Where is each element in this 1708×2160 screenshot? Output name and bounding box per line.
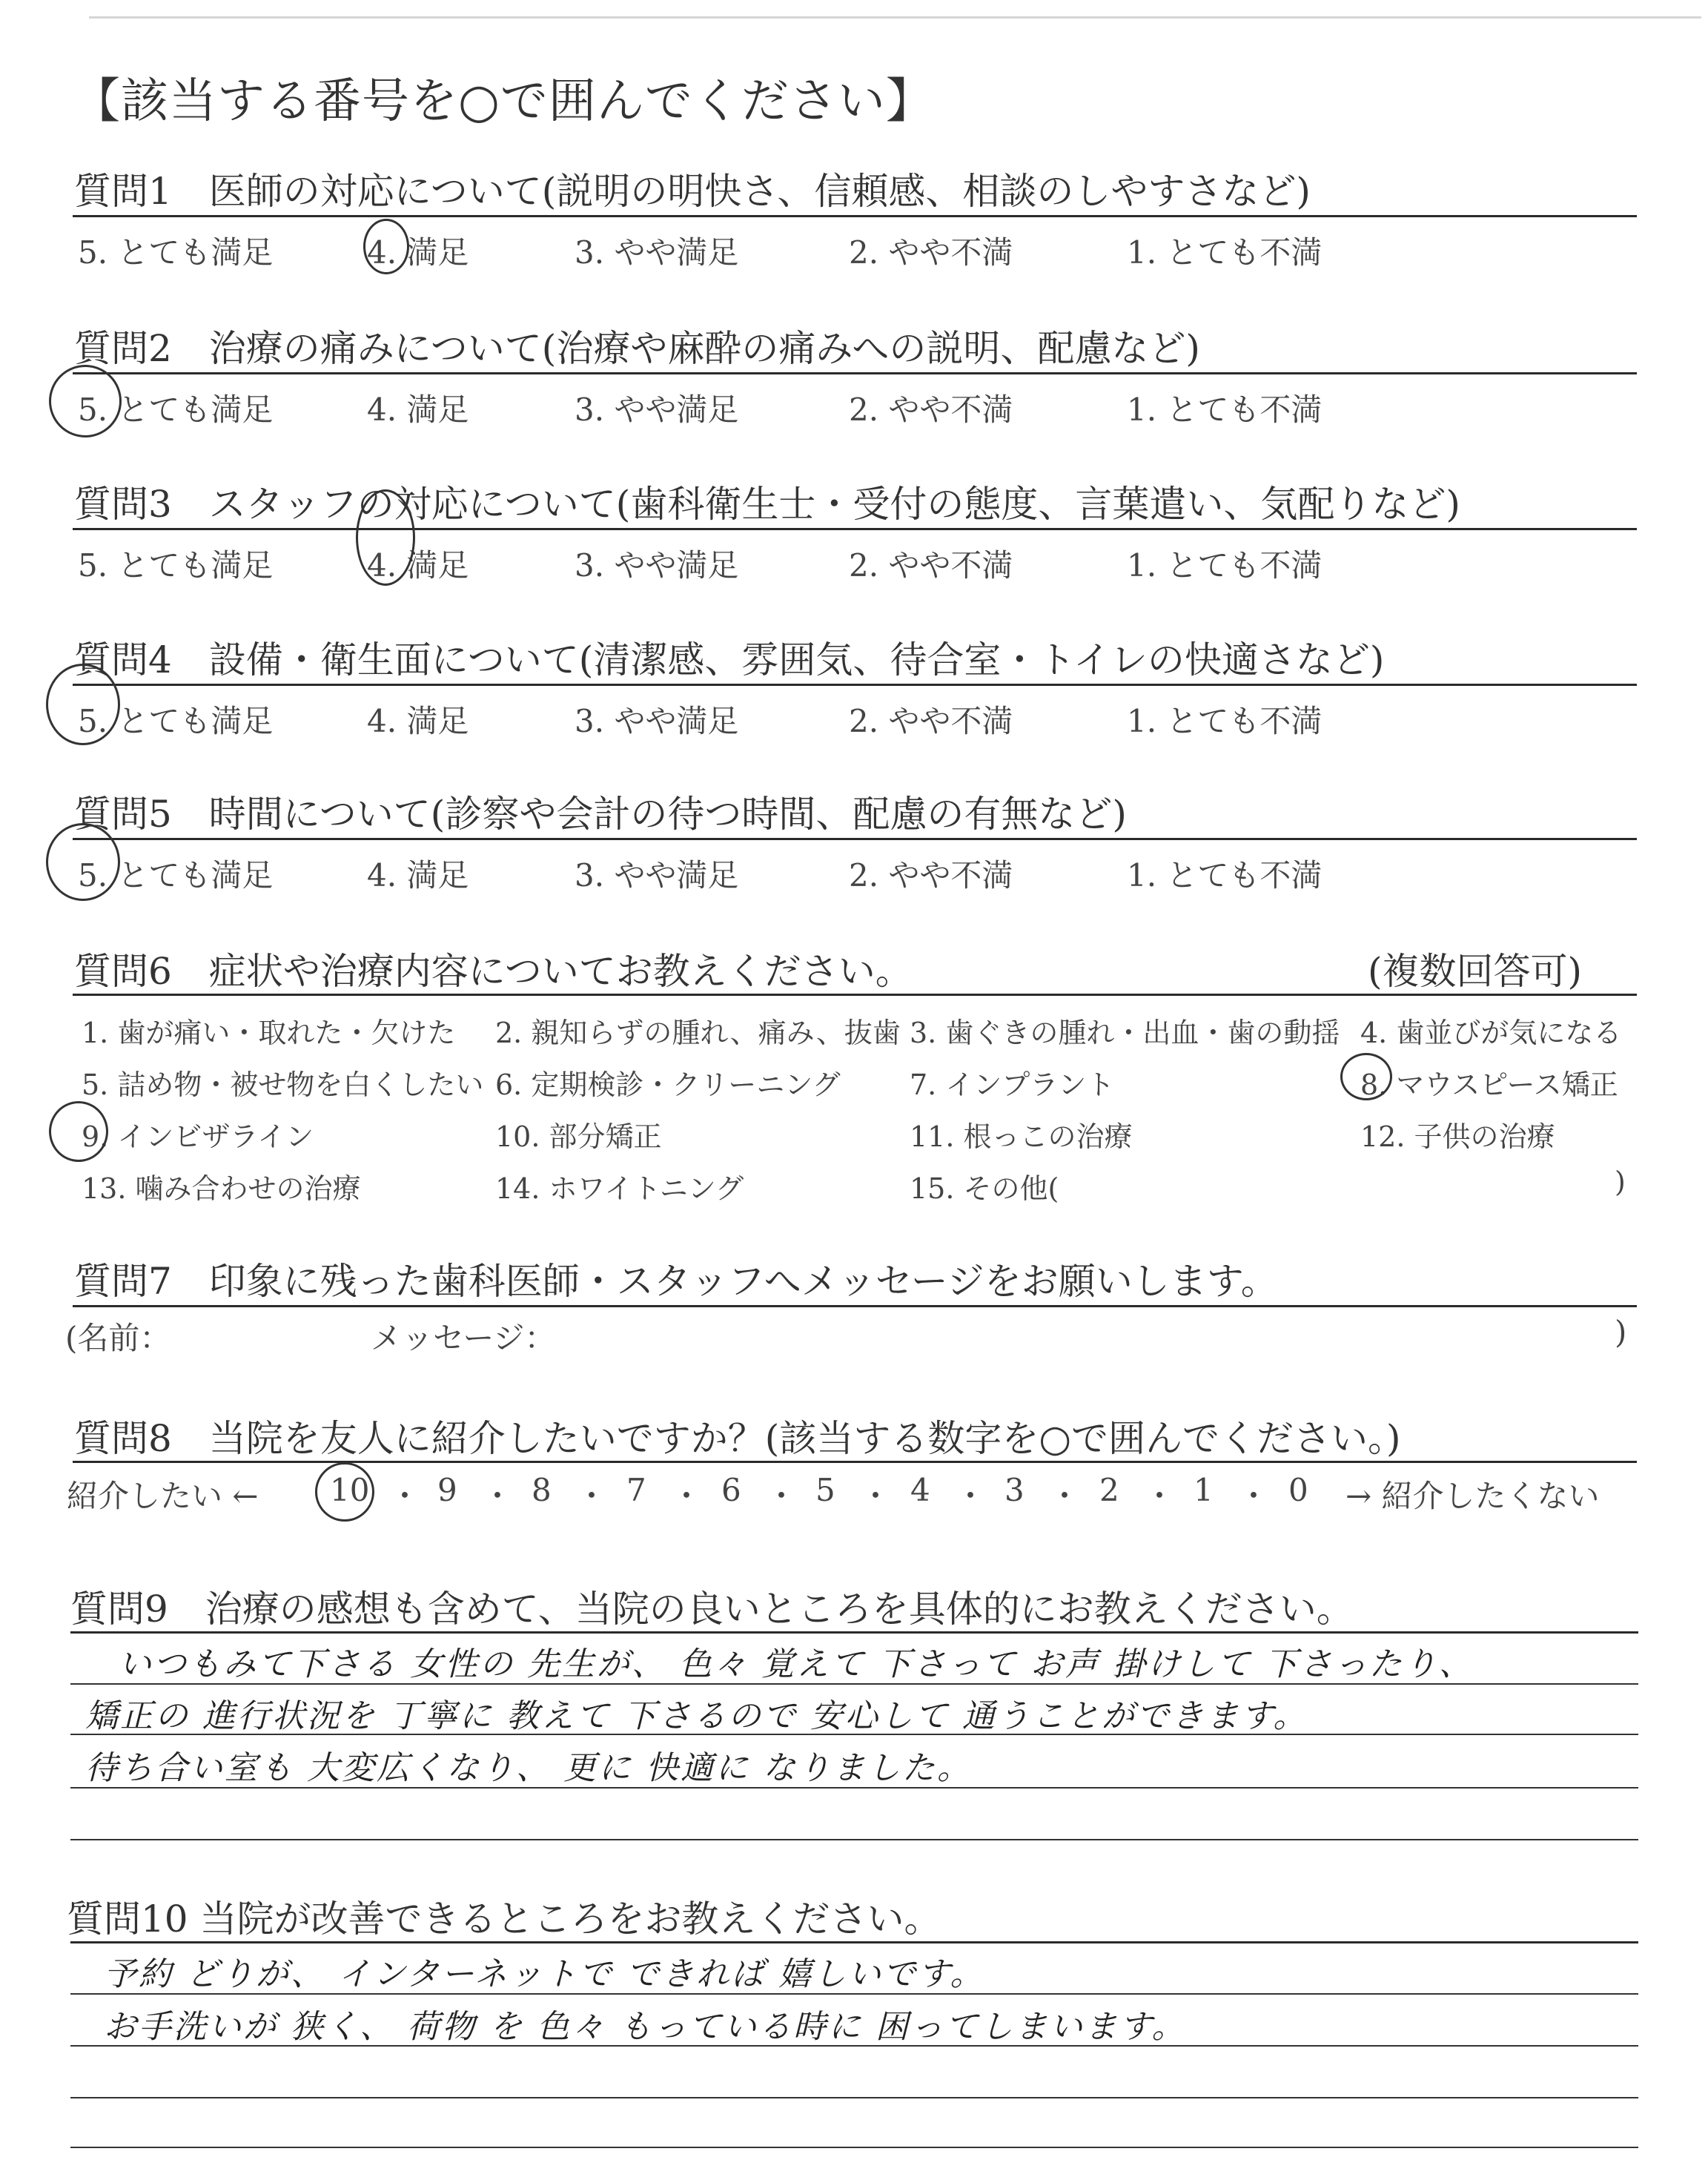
q8-dot: ・: [671, 1478, 703, 1514]
question-2-rule: [73, 372, 1637, 374]
q6-option-6[interactable]: 6. 定期検診・クリーニング: [495, 1069, 841, 1101]
q9-answer-line-3: 待ち合い室も 大変広くなり、 更に 快適に なりました。: [85, 1749, 972, 1787]
question-5-title: 質問5 時間について(診察や会計の待つ時間、配慮の有無など): [74, 793, 1127, 836]
q7-close-paren: ): [1615, 1314, 1627, 1350]
q6-option-4[interactable]: 4. 歯並びが気になる: [1360, 1017, 1622, 1049]
q4-option-1[interactable]: 1. とても不満: [1127, 703, 1323, 739]
q8-answer-circle: [315, 1462, 374, 1522]
q5-option-1[interactable]: 1. とても不満: [1127, 857, 1323, 894]
question-9-title: 質問9 治療の感想も含めて、当院の良いところを具体的にお教えください。: [70, 1588, 1354, 1631]
q6-option-5[interactable]: 5. 詰め物・被せ物を白くしたい: [82, 1069, 484, 1101]
q8-number-2[interactable]: 2: [1099, 1472, 1119, 1508]
question-4-rule: [73, 684, 1637, 686]
q8-dot: ・: [1238, 1478, 1270, 1514]
question-8-title: 質問8 当院を友人に紹介したいですか？(該当する数字を○で囲んでください。): [74, 1417, 1401, 1460]
question-3-rule: [73, 528, 1637, 530]
q6-option-3[interactable]: 3. 歯ぐきの腫れ・出血・歯の動揺: [910, 1017, 1340, 1049]
q2-option-2[interactable]: 2. やや不満: [849, 392, 1013, 428]
question-1-rule: [73, 215, 1637, 217]
q8-number-4[interactable]: 4: [910, 1472, 930, 1508]
q3-option-2[interactable]: 2. やや不満: [849, 547, 1013, 584]
question-10-title: 質問10 当院が改善できるところをお教えください。: [67, 1898, 941, 1941]
q6-option-14[interactable]: 14. ホワイトニング: [495, 1172, 744, 1205]
q8-number-1[interactable]: 1: [1194, 1472, 1214, 1508]
q3-option-5[interactable]: 5. とても満足: [78, 547, 274, 584]
top-border: [89, 16, 1701, 19]
q8-dot: ・: [860, 1478, 892, 1514]
q8-number-7[interactable]: 7: [626, 1472, 646, 1508]
q4-option-2[interactable]: 2. やや不満: [849, 703, 1013, 739]
q4-option-4[interactable]: 4. 満足: [367, 703, 469, 739]
question-6-rule: [73, 994, 1637, 996]
q6-option-12[interactable]: 12. 子供の治療: [1360, 1120, 1555, 1153]
q6-option-11[interactable]: 11. 根っこの治療: [910, 1120, 1133, 1153]
q5-option-5[interactable]: 5. とても満足: [78, 857, 274, 894]
q8-right-label: → 紹介したくない: [1345, 1478, 1600, 1514]
q5-option-4[interactable]: 4. 満足: [367, 857, 469, 894]
q8-dot: ・: [1144, 1478, 1176, 1514]
question-7-rule: [73, 1305, 1637, 1307]
q10-rule-1: [70, 1941, 1638, 1943]
q8-number-5[interactable]: 5: [815, 1472, 835, 1508]
q3-option-1[interactable]: 1. とても不満: [1127, 547, 1323, 584]
q8-number-3[interactable]: 3: [1004, 1472, 1025, 1508]
q8-dot: ・: [766, 1478, 798, 1514]
q8-number-6[interactable]: 6: [721, 1472, 741, 1508]
q4-answer-circle: [46, 664, 120, 745]
q8-dot: ・: [955, 1478, 987, 1514]
question-6-note: (複数回答可): [1368, 950, 1583, 993]
q10-answer-line-2: お手洗いが 狭く、 荷物 を 色々 もっている時に 困ってしまいます。: [104, 2008, 1187, 2046]
q5-option-3[interactable]: 3. やや満足: [575, 857, 739, 894]
question-5-rule: [73, 838, 1637, 840]
q1-answer-circle: [363, 219, 409, 274]
q2-answer-circle: [49, 365, 122, 437]
q9-answer-line-2: 矯正の 進行状況を 丁寧に 教えて 下さるので 安心して 通うことができます。: [85, 1697, 1308, 1735]
q6-answer-circle-8: [1340, 1053, 1392, 1100]
q6-option-8[interactable]: 8. マウスピース矯正: [1360, 1069, 1618, 1101]
q1-option-3[interactable]: 3. やや満足: [575, 234, 739, 271]
q4-option-5[interactable]: 5. とても満足: [78, 703, 274, 739]
q3-option-3[interactable]: 3. やや満足: [575, 547, 739, 584]
question-4-title: 質問4 設備・衛生面について(清潔感、雰囲気、待合室・トイレの快適さなど): [74, 638, 1385, 681]
q6-option-9[interactable]: 9. インビザライン: [82, 1120, 314, 1153]
q2-option-1[interactable]: 1. とても不満: [1127, 392, 1323, 428]
q2-option-3[interactable]: 3. やや満足: [575, 392, 739, 428]
q6-answer-circle-9: [49, 1101, 108, 1162]
q8-number-0[interactable]: 0: [1288, 1472, 1308, 1508]
q10-rule-4: [70, 2097, 1638, 2098]
q7-message-label: メッセージ：: [371, 1320, 556, 1356]
q8-dot: ・: [389, 1478, 421, 1514]
q10-answer-line-1: 予約 どりが、 インターネットで できれば 嬉しいです。: [104, 1955, 985, 1993]
q10-rule-5: [70, 2147, 1638, 2148]
q1-option-2[interactable]: 2. やや不満: [849, 234, 1013, 271]
q8-number-8[interactable]: 8: [532, 1472, 552, 1508]
q1-option-4[interactable]: 4. 満足: [367, 234, 469, 271]
question-6-title: 質問6 症状や治療内容についてお教えください。: [74, 950, 913, 993]
q1-option-1[interactable]: 1. とても不満: [1127, 234, 1323, 271]
question-8-rule: [73, 1461, 1637, 1463]
q6-option-1[interactable]: 1. 歯が痛い・取れた・欠けた: [82, 1017, 456, 1049]
q6-option-7[interactable]: 7. インプラント: [910, 1069, 1115, 1101]
q8-number-9[interactable]: 9: [437, 1472, 457, 1508]
q9-rule-5: [70, 1839, 1638, 1840]
q8-dot: ・: [576, 1478, 608, 1514]
q6-option-15[interactable]: 15. その他(: [910, 1172, 1059, 1205]
q9-rule-1: [70, 1631, 1638, 1634]
question-7-title: 質問7 印象に残った歯科医師・スタッフへメッセージをお願いします。: [74, 1260, 1278, 1303]
q5-answer-circle: [46, 823, 120, 901]
q3-answer-circle: [356, 489, 415, 586]
q2-option-5[interactable]: 5. とても満足: [78, 392, 274, 428]
q1-option-5[interactable]: 5. とても満足: [78, 234, 274, 271]
q6-option-2[interactable]: 2. 親知らずの腫れ、痛み、抜歯: [495, 1017, 901, 1049]
q6-option-13[interactable]: 13. 噛み合わせの治療: [82, 1172, 361, 1205]
question-3-title: 質問3 スタッフの対応について(歯科衛生士・受付の態度、言葉遣い、気配りなど): [74, 483, 1460, 526]
q8-left-label: 紹介したい ←: [67, 1478, 259, 1514]
q6-option-15-close: ): [1615, 1166, 1626, 1198]
q8-dot: ・: [1049, 1478, 1081, 1514]
page-header: 【該当する番号を○で囲んでください】: [73, 74, 934, 129]
q6-option-10[interactable]: 10. 部分矯正: [495, 1120, 662, 1153]
q3-option-4[interactable]: 4. 満足: [367, 547, 469, 584]
question-1-title: 質問1 医師の対応について(説明の明快さ、信頼感、相談のしやすさなど): [74, 170, 1311, 213]
q9-answer-line-1: いつもみて下さる 女性の 先生が、 色々 覚えて 下さって お声 掛けして 下さったり、: [119, 1645, 1474, 1683]
q8-number-10[interactable]: 10: [330, 1472, 370, 1508]
q7-name-label: (名前：: [65, 1320, 171, 1356]
q5-option-2[interactable]: 2. やや不満: [849, 857, 1013, 894]
question-2-title: 質問2 治療の痛みについて(治療や麻酔の痛みへの説明、配慮など): [74, 327, 1200, 370]
q4-option-3[interactable]: 3. やや満足: [575, 703, 739, 739]
q8-dot: ・: [482, 1478, 514, 1514]
q2-option-4[interactable]: 4. 満足: [367, 392, 469, 428]
